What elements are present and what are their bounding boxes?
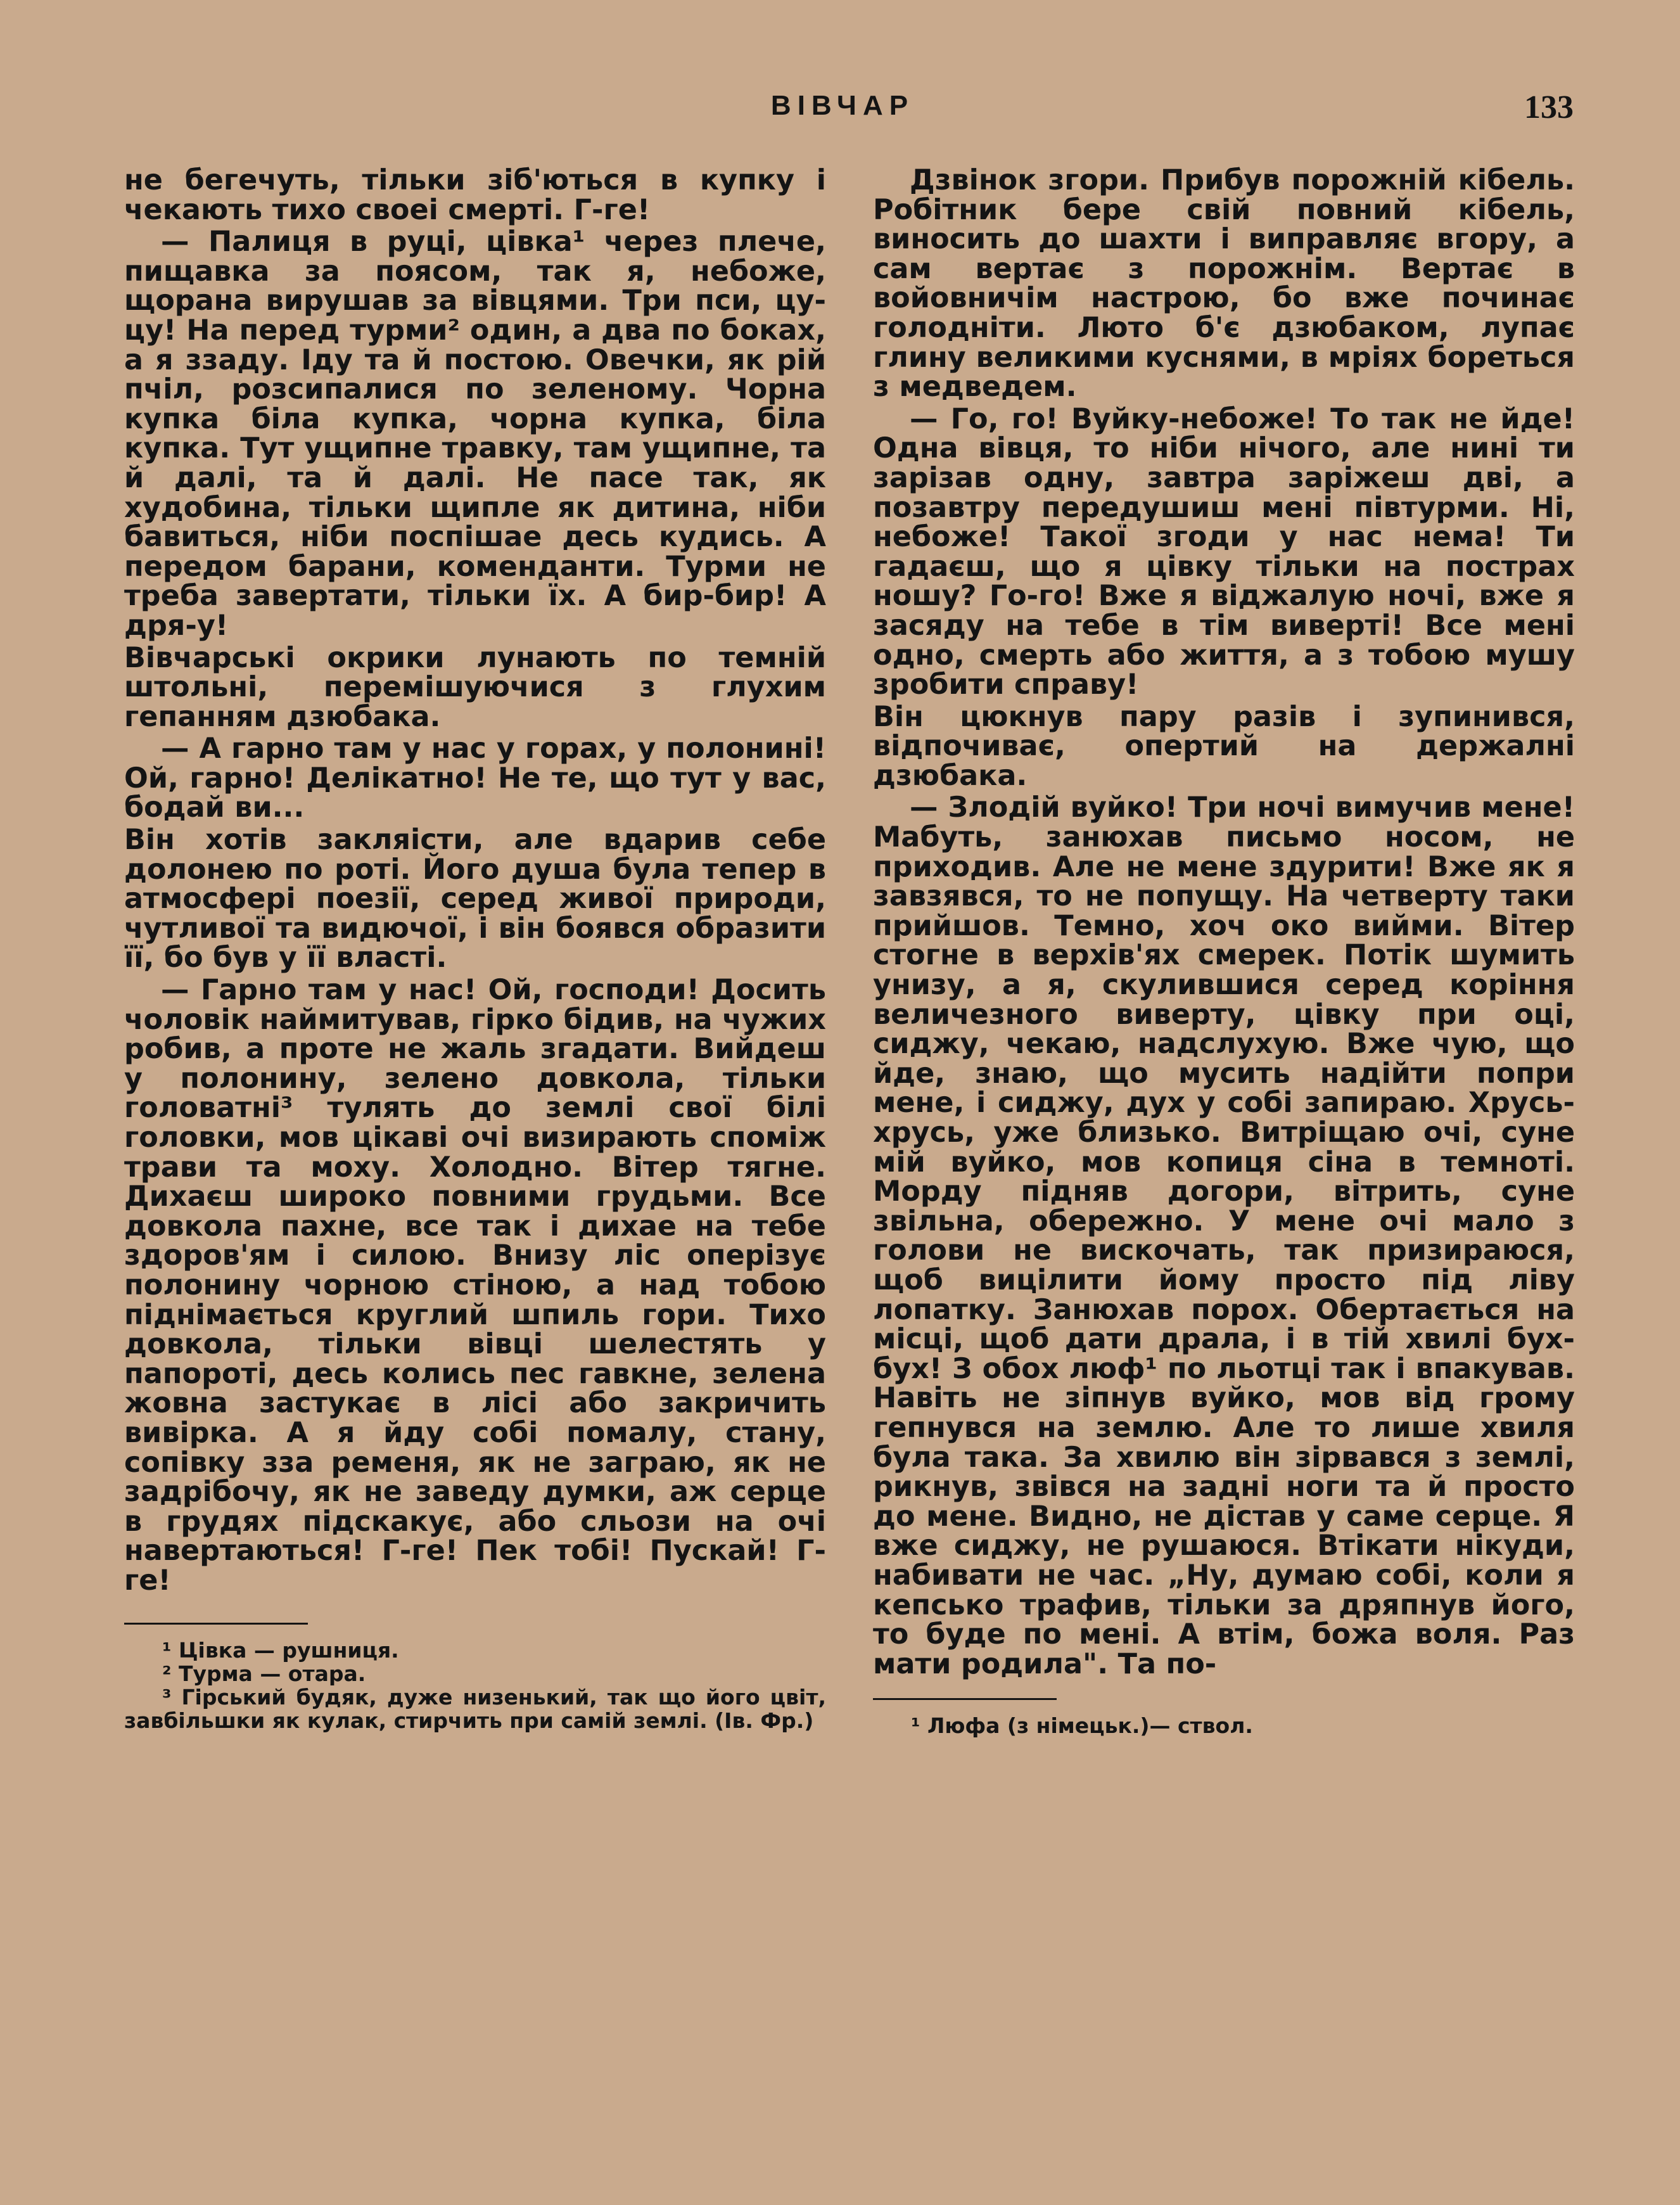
paragraph: не бегечуть, тільки зіб'ються в купку і чекають тихо своеі смерті. Г-ге! — [124, 164, 826, 226]
footnote: ³ Гірський будяк, дуже низенький, так що його цвіт, завбільшки як кулак, стирчить при самій землі. (Ів. Фр.) — [124, 1684, 826, 1733]
running-title: ВІВЧАР — [770, 90, 915, 121]
paragraph: — Го, го! Вуйку-небоже! То так не йде! Одна вівця, то ніби нічого, але нині ти зарізав одну, завтра заріжеш дві, а позавтру передушиш мені півтурми. Ні, небоже! Такої згоди у нас нема! Ти гадаєш, що я цівку тільки на пострах ношу? Го-го! Вже я віджалую ночі, вже я засяду на тебе в тім виверті! Все мені одно, смерть або життя, а з тобою мушу зробити справу! — [873, 402, 1575, 701]
paragraph: Дзвінок згори. Прибув порожній кібель. Робітник бере свій повний кібель, виносить до шахти і виправляє вгору, а сам вертає з порожнім. Вертає в войовничім настрою, бо вже починає голодніти. Люто б'є дзюбаком, лупає глину великими куснями, в мріях бореться з медведем. — [873, 164, 1575, 404]
paragraph: Вівчарські окрики лунають по темній штольні, перемішуючися з глухим гепанням дзюбака. — [124, 641, 826, 733]
footnote: ² Турма — отара. — [162, 1661, 366, 1686]
footnote-rule — [873, 1698, 1057, 1700]
paragraph: — А гарно там у нас у горах, у полонині! Ой, гарно! Делікатно! Не те, що тут у вас, бодай ви... — [124, 732, 826, 824]
running-head — [0, 90, 1680, 134]
footnote: ¹ Цівка — рушниця. — [162, 1637, 399, 1663]
paragraph: Він хотів закляісти, але вдарив себе долонею по роті. Його душа була тепер в атмосфері поезії, серед живої природи, чутливої та видючої, і він боявся образити її, бо був у її власті. — [124, 824, 826, 975]
right-column — [873, 166, 1575, 1737]
paragraph: — Злодій вуйко! Три ночі вимучив мене! Мабуть, занюхав письмо носом, не приходив. Але не мене здурити! Вже як я завзявся, то не попущу. На четверту таки прийшов. Темно, хоч око вийми. Вітер стогне в верхів'ях смерек. Потік шумить унизу, а я, скулившися серед коріння величезного виверту, цівку при оці, сиджу, чекаю, надслухую. Вже чую, що йде, знаю, що мусить надійти попри мене, і сиджу, дух у собі запираю. Хрусь-хрусь, уже близько. Витріщаю очі, суне мій вуйко, мов копиця сіна в темноті. Морду підняв догори, вітрить, суне звільна, обережно. У мене очі мало з голови не вискочать, так призираюся, щоб вицілити йому просто під ліву лопатку. Занюхав порох. Обертається на місці, щоб дати драла, і в тій хвилі бух-бух! З обох люф¹ по льотці так і впакував. Навіть не зіпнув вуйко, мов від грому гепнувся на землю. Але то лише хвиля була така. За хвилю він зірвався з землі, рикнув, звівся на задні ноги та й просто до мене. Видно, не дістав у саме серце. Я вже сиджу, не рушаюся. Втікати нікуди, набивати не час. „Ну, думаю собі, коли я кепсько трафив, тільки за дряпнув його, то буде по мені. А втім, божа воля. Раз мати родила". Та по- — [873, 791, 1575, 1680]
footnotes — [124, 1639, 826, 1732]
paragraph: — Палиця в руці, цівка¹ через плече, пищавка за поясом, так я, небоже, щорана вирушав за вівцями. Три пси, цу-цу! На перед турми² один, а два по боках, а я ззаду. Іду та й постою. Овечки, як рій пчіл, розсипалися по зеленому. Чорна купка біла купка, чорна купка, біла купка. Тут ущипне травку, там ущипне, та й далі, та й далі. Не пасе так, як худобина, тільки щипле як дитина, ніби бавиться, ніби поспішае десь кудись. А передом барани, коменданти. Турми не треба завертати, тільки їх. А бир-бир! А дря-у! — [124, 226, 826, 642]
left-column — [124, 166, 826, 1732]
footnote: ¹ Люфа (з німецьк.)— ствол. — [911, 1713, 1253, 1739]
footnotes — [873, 1714, 1575, 1737]
page-number: 133 — [1524, 89, 1574, 125]
paragraph: Він цюкнув пару разів і зупинився, відпочиває, опертий на держалні дзюбака. — [873, 700, 1575, 792]
footnote-rule — [124, 1623, 308, 1625]
paragraph: — Гарно там у нас! Ой, господи! Досить чоловік наймитував, гірко бідив, на чужих робив, а проте не жаль згадати. Вийдеш у полонину, зелено довкола, тільки головатні³ тулять до землі свої білі головки, мов цікаві очі визирають споміж трави та моху. Холодно. Вітер тягне. Дихаєш широко повними грудьми. Все довкола пахне, все так і дихае на тебе здоров'ям і силою. Внизу ліс оперізує полонину чорною стіною, а над тобою піднімається круглий шпиль гори. Тихо довкола, тільки вівці шелестять у папороті, десь колись пес гавкне, зелена жовна застукає в лісі або закричить вивірка. А я йду собі помалу, стану, сопівку зза ременя, як не заграю, як не задрібочу, як не заведу думки, аж серце в грудях підскакує, або сльози на очі навертаються! Г-ге! Пек тобі! Пускай! Г-ге! — [124, 974, 826, 1597]
